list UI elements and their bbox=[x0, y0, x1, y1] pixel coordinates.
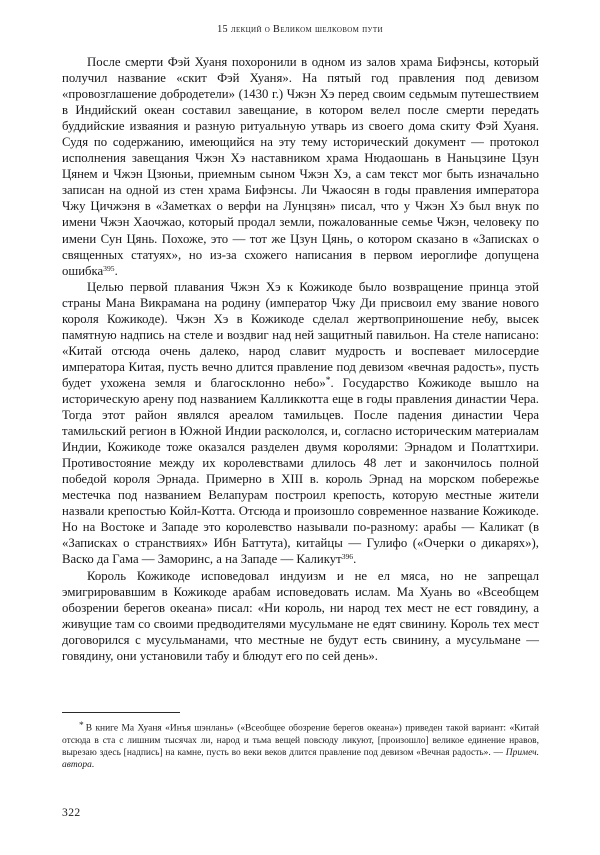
footnote-ref-asterisk[interactable]: * bbox=[325, 375, 331, 386]
page-number: 322 bbox=[62, 806, 81, 819]
paragraph-3-text: Король Кожикоде исповедовал индуизм и не ел мяса, но не запрещал эмигрировавшим в Кожикоде арабам исповедовать ислам. Ма Хуань во «Всеобщем обозрении берегов океана» писал: «Ни король, ни народ тех мест не ест говядину, а живущие там со своими предводителями мусульмане не едят свинину. Король тех мест договорился с мусульманами, что местные не будут есть свинину, а мусульмане — говядину, они установили табу и блюдут его по сей день». bbox=[62, 568, 539, 663]
footnote-marker: * bbox=[79, 721, 84, 731]
footnote-separator-rule bbox=[62, 712, 180, 713]
footnote-text-after-italic: . bbox=[91, 760, 95, 771]
paragraph-1-tail: . bbox=[114, 263, 118, 278]
footnote-text-before-italic: В книге Ма Хуаня «Инъя шэнлань» («Всеобщее обозрение берегов океана») приведен такой вариант: «Китай отсюда в ста с лишним тысячах ли, народ и тьма вещей повсюду ликуют, [произошло] великое единение нравов, вырезаю здесь [надпись] на камне, пусть во веки веков длится правление под девизом «Вечная радость». — bbox=[62, 723, 539, 759]
paragraph-2-tail: . Государство Кожикоде вышло на историческую арену под названием Калликкотта еще в годы правления династии Чера. Тогда этот район являлся ареалом тамильцев. После падения династии Чера тамильский регион в Южной Индии раскололся, и, согласно историческим материалам Индии, Кожикоде тоже оказался разделен двумя королями: Эрнадом и Полаттхири. Противостояние между их королевствами длилось 48 лет и закончилось полной победой короля Эрнада. Примерно в XIII в. король Эрнад на морском побережье местечка под названием Велапурам построил крепость, которую местные жители назвали крепостью Койл-Котта. Отсюда и произошло современное название Кожикоде. Но на Востоке и Западе это королевство называли по-разному: арабы — Каликат (в «Записках о странствиях» Ибн Баттута), китайцы — Гулифо («Очерки о дикарях»), Васко да Гама — Заморинс, а на Западе — Каликут bbox=[62, 375, 539, 567]
paragraph-1 bbox=[62, 54, 539, 279]
paragraph-2-end: . bbox=[353, 552, 357, 567]
paragraph-3 bbox=[62, 568, 539, 664]
paragraph-2-text: Целью первой плавания Чжэн Хэ к Кожикоде было возвращение принца этой страны Мана Викрамана на родину (император Чжу Ди присвоил ему звание нового короля Кожикоде). Чжэн Хэ в Кожикоде сделал жертвоприношение небу, высек памятную надпись на стеле и воздвиг над ней защитный павильон. На стеле написано: «Китай отсюда очень далеко, народ славит мудрость и воспевает милосердие императора Китая, пусть вечно длится правление под девизом «вечная радость», пусть будет ухожена земля и благосклонно небо» bbox=[62, 279, 539, 390]
running-head: 15 лекций о Великом шелковом пути bbox=[217, 24, 383, 35]
footnote-ref-395[interactable]: 395 bbox=[103, 263, 115, 273]
paragraph-2 bbox=[62, 279, 539, 568]
footnote-ref-396[interactable]: 396 bbox=[341, 552, 354, 562]
footnote-zone bbox=[62, 712, 539, 771]
footnote-entry bbox=[62, 720, 539, 771]
footnote-attribution-italic: Примеч. автора bbox=[62, 748, 539, 771]
body-text-block bbox=[62, 54, 539, 664]
paragraph-1-text: После смерти Фэй Хуаня похоронили в одном из залов храма Бифэнсы, который получил название «скит Фэй Хуаня». На пятый год правления под девизом «провозглашение добродетели» (1430 г.) Чжэн Хэ перед своим седьмым путешествием в Индийский океан составил завещание, в котором велел после смерти передать буддийские изваяния и разную ритуальную утварь из своего дома скиту Фэй Хуаня. Судя по содержанию, имеющийся на эту тему исторический документ — протокол исполнения завещания Чжэн Хэ наставником храма Нюдаошань в Наньцзине Цзун Цянем и Чжэн Цзюньи, приемным сыном Чжэн Хэ, а сам текст мог быть изначально записан на одной из стен храма Бифэнсы. Ли Чжаосян в годы правления императора Чжу Цичжэня в «Заметках о верфи на Лунцзян» писал, что у Чжэн Хэ был внук по имени Чжэн Хаочжао, который продал земли, пожалованные семье Чжэн, человеку по имени Сун Цянь. Похоже, это — тот же Цзун Цянь, о котором сказано в «Записках о священных статуях», но из-за схожего написания в первом иероглифе допущена ошибка bbox=[62, 55, 539, 278]
